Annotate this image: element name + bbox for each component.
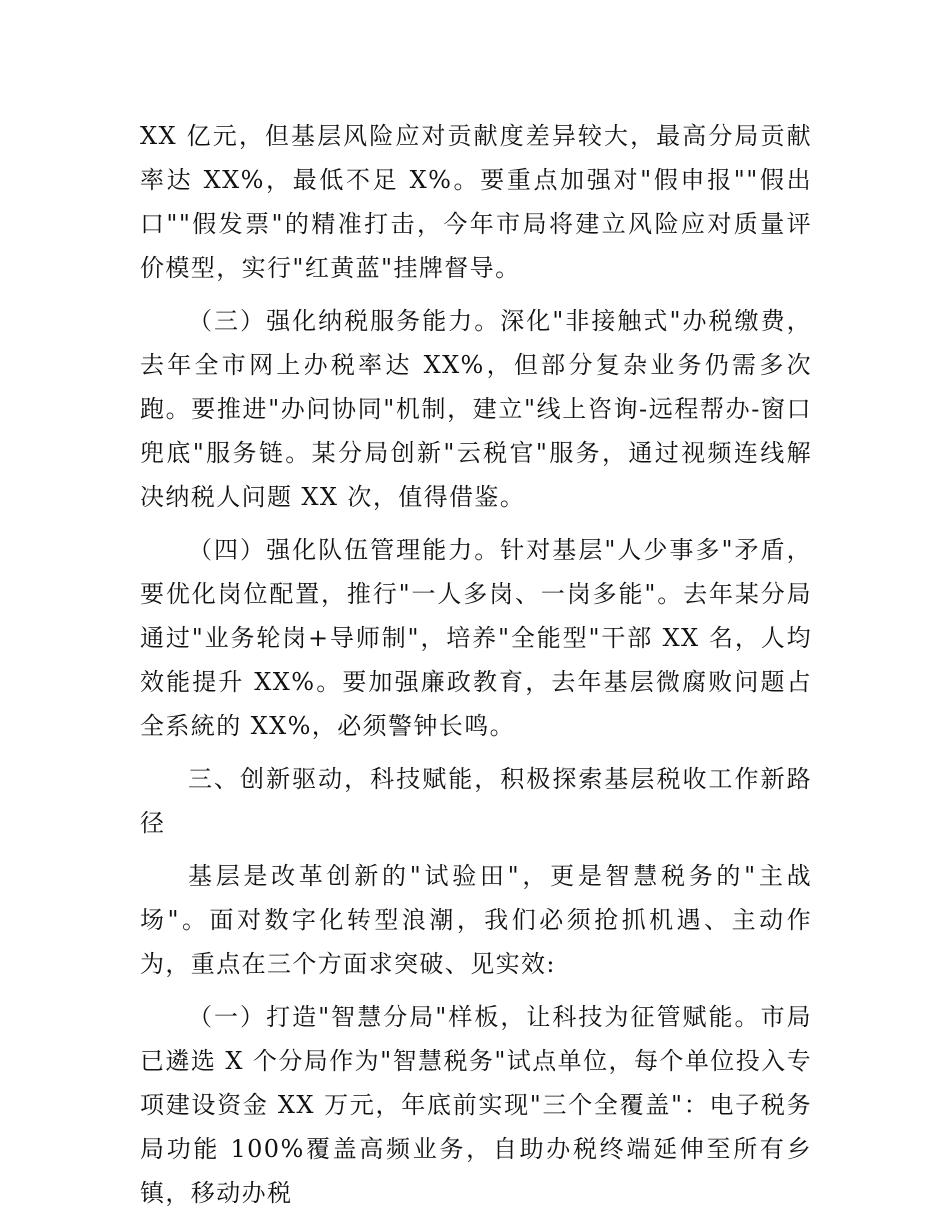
paragraph-smart-branch-pilot: （一）打造"智慧分局"样板，让科技为征管赋能。市局已遴选 X 个分局作为"智慧税务"试点单位，每个单位投入专项建设资金 XX 万元，年底前实现"三个全覆盖"：电子税务局功能 100%覆盖高频业务，自助办税终端延伸至所有乡镇，移动办税 xyxy=(140,1003,812,1207)
paragraph-tax-service-capability: （三）强化纳税服务能力。深化"非接触式"办税缴费，去年全市网上办税率达 XX%，但部分复杂业务仍需多次跑。要推进"办问协同"机制，建立"线上咨询-远程帮办-窗口兜底"服务链。某分局创新"云税官"服务，通过视频连线解决纳税人问题 XX 次，值得借鉴。 xyxy=(140,307,812,511)
document-body xyxy=(140,114,812,1215)
paragraph-risk-response-continued: XX 亿元，但基层风险应对贡献度差异较大，最高分局贡献率达 XX%，最低不足 X%。要重点加强对"假申报""假出口""假发票"的精准打击，今年市局将建立风险应对质量评价模型，实行"红黄蓝"挂牌督导。 xyxy=(140,122,812,282)
section-heading-innovation: 三、创新驱动，科技赋能，积极探索基层税收工作新路径 xyxy=(140,765,812,837)
paragraph-innovation-intro: 基层是改革创新的"试验田"，更是智慧税务的"主战场"。面对数字化转型浪潮，我们必须抢抓机遇、主动作为，重点在三个方面求突破、见实效: xyxy=(140,862,812,978)
paragraph-team-management-capability: （四）强化队伍管理能力。针对基层"人少事多"矛盾，要优化岗位配置，推行"一人多岗、一岗多能"。去年某分局通过"业务轮岗+导师制"，培养"全能型"干部 XX 名，人均效能提升 XX%。要加强廉政教育，去年基层微腐败问题占全系統的 XX%，必须警钟长鸣。 xyxy=(140,536,812,740)
